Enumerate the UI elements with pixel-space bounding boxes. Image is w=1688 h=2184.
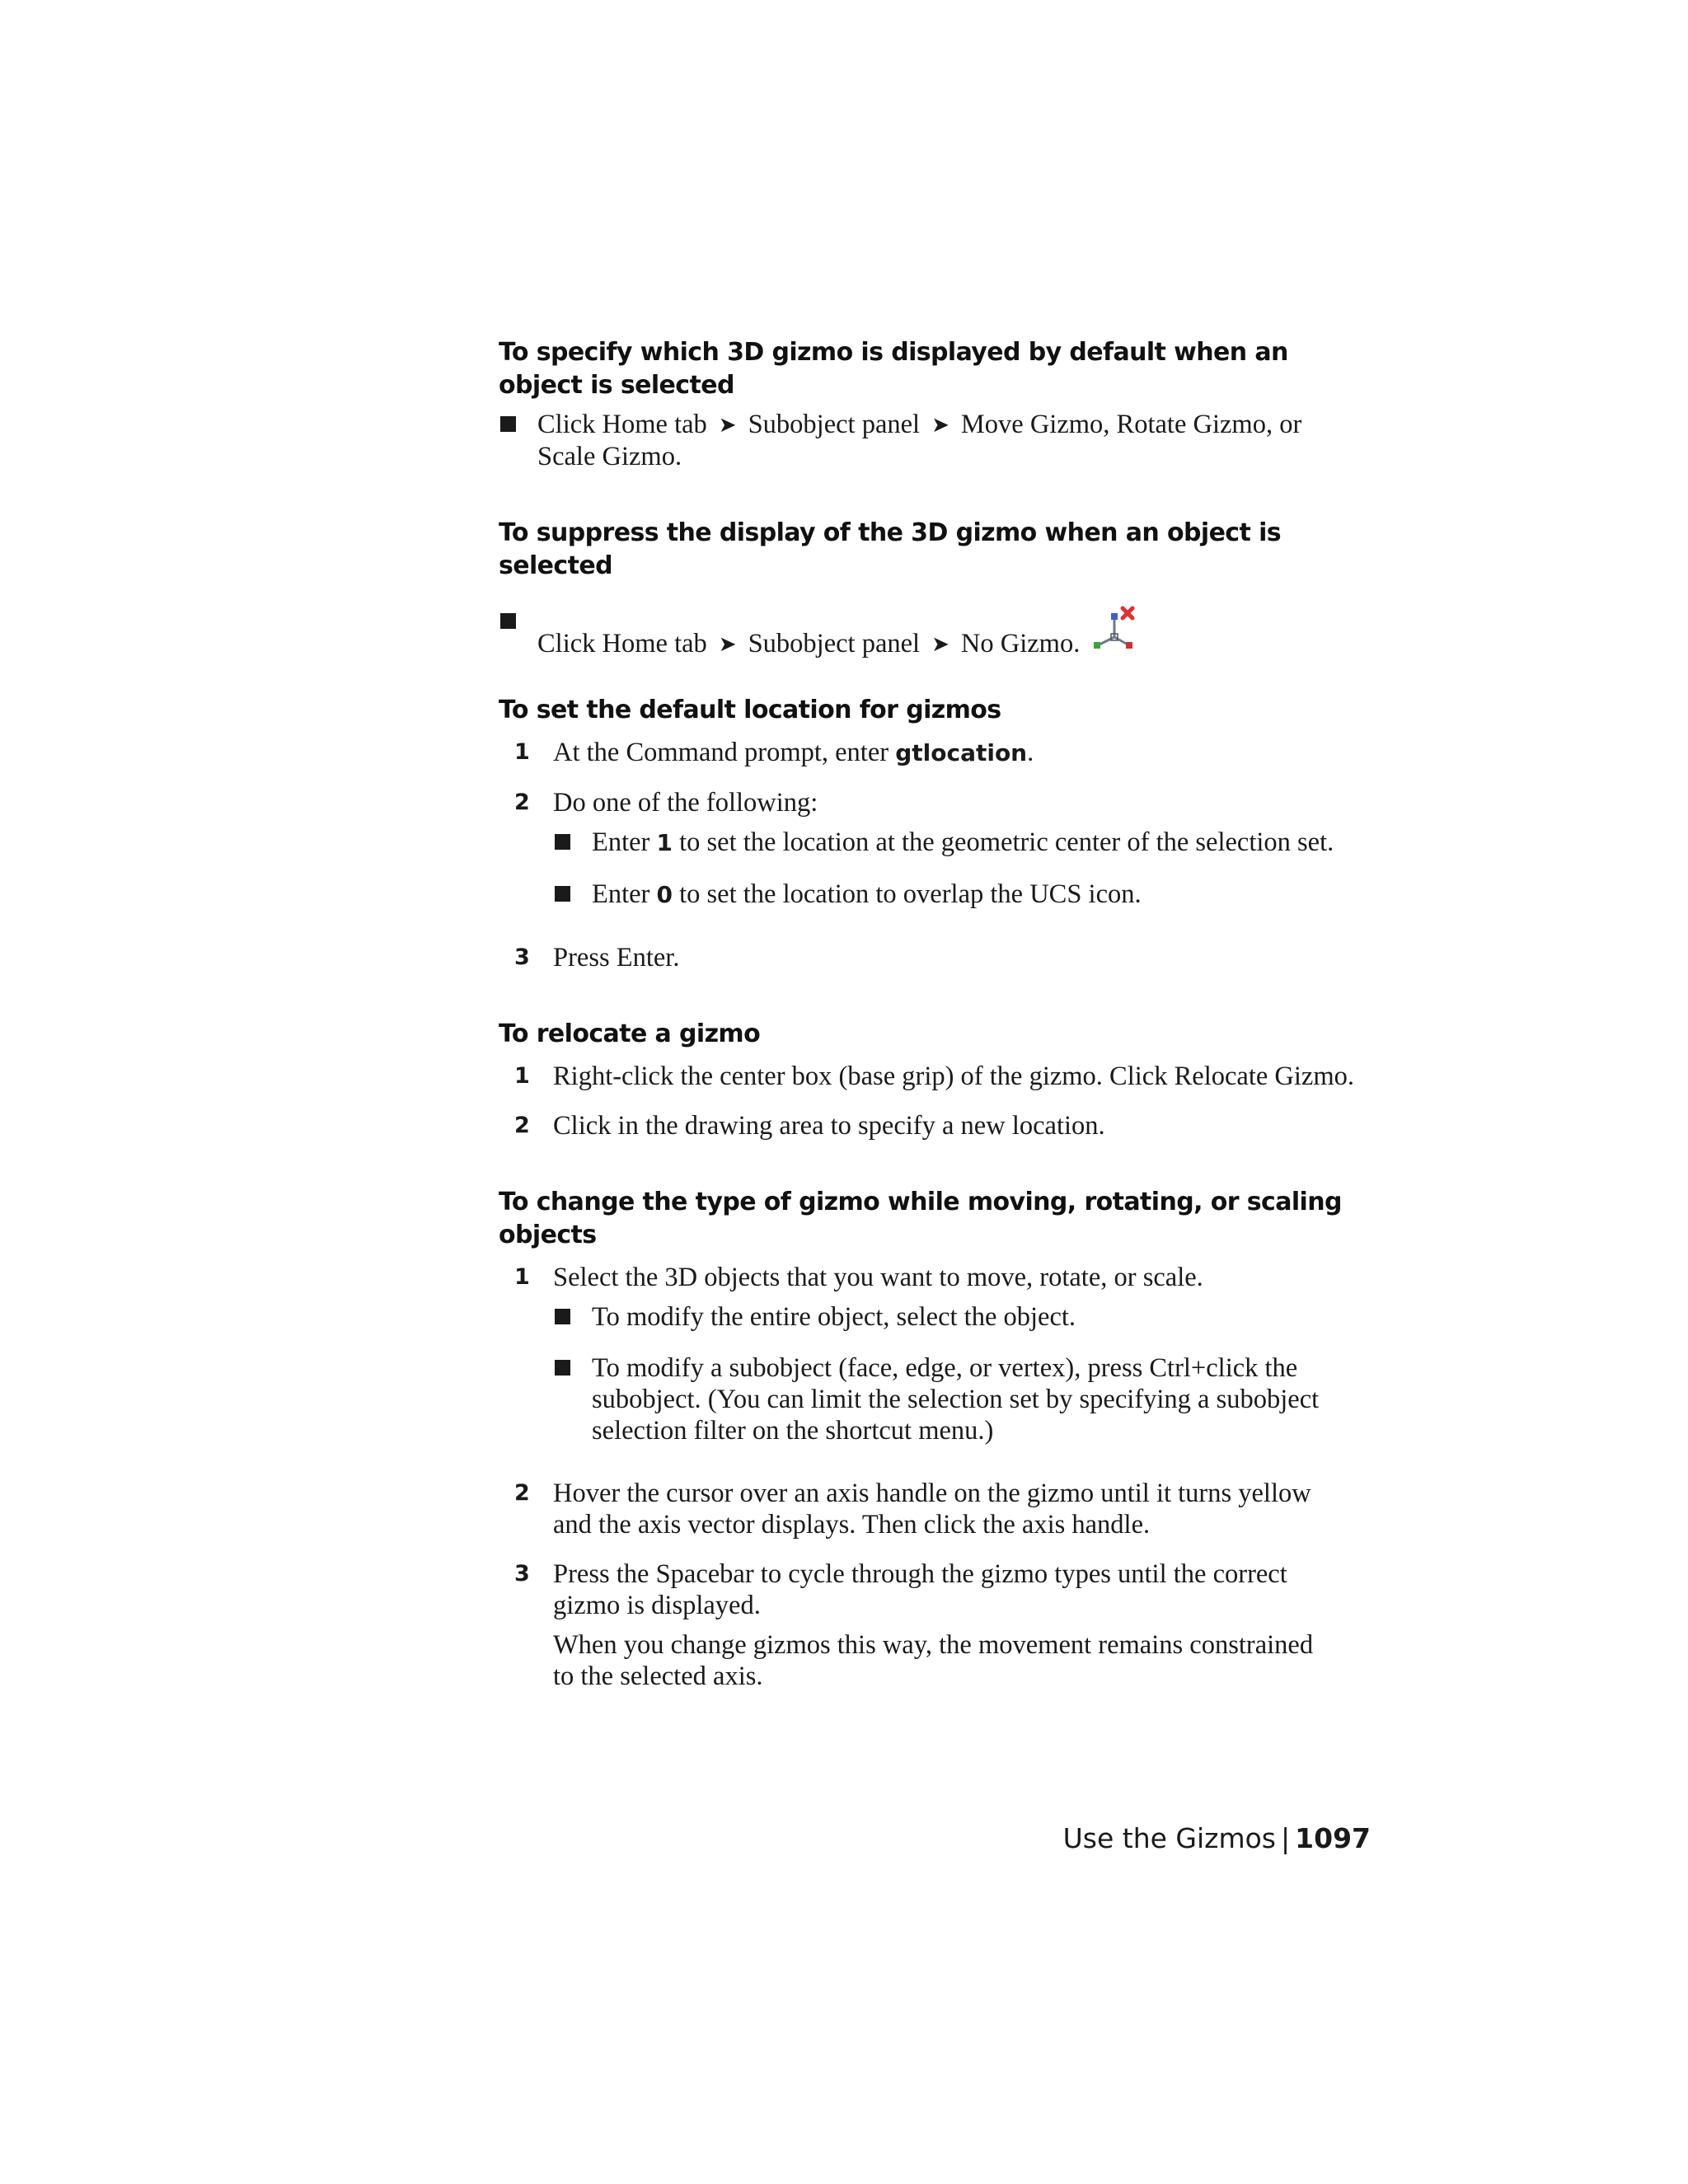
list-item: Enter 0 to set the location to overlap the UCS icon. — [553, 879, 1372, 911]
list-item: 1 Select the 3D objects that you want to move, rotate, or scale. To modify the entire object, select the object. To modify a subobject (face, edge, or vertex), press Ctrl+click the subobject. (You can limit the selection set by specifying a subobject selection filter on the shortcut menu.) — [499, 1262, 1372, 1446]
section-heading: To suppress the display of the 3D gizmo when an object is selected — [499, 518, 1282, 580]
list-item: Enter 1 to set the location at the geometric center of the selection set. — [553, 827, 1372, 859]
section-default-location — [499, 694, 1372, 973]
bullet-text: Click Home tab ➤ Subobject panel ➤ Move Gizmo, Rotate Gizmo, or — [537, 410, 1302, 439]
bullet-square — [555, 886, 570, 902]
no-gizmo-icon — [1091, 606, 1141, 663]
step-number: 3 — [514, 944, 530, 970]
bullet-square — [555, 1309, 570, 1324]
step-number: 2 — [514, 1480, 530, 1506]
section-heading: To set the default location for gizmos — [499, 696, 1001, 724]
step-number: 1 — [514, 1264, 530, 1290]
section-suppress-gizmo — [499, 517, 1372, 663]
page-content — [499, 336, 1372, 1692]
footer-separator: | — [1281, 1822, 1291, 1854]
menu-arrow-icon: ➤ — [718, 413, 737, 437]
bullet-square — [500, 613, 516, 629]
command-keyword: 0 — [656, 881, 673, 908]
page-footer — [1063, 1819, 1371, 1858]
section-heading: To relocate a gizmo — [499, 1019, 761, 1048]
list-item: 1 At the Command prompt, enter gtlocation. — [514, 738, 1034, 767]
menu-arrow-icon: ➤ — [931, 632, 950, 656]
step-number: 2 — [514, 790, 530, 815]
bullet-square — [555, 1360, 570, 1376]
bullet-square — [555, 834, 570, 850]
section-relocate-gizmo — [499, 1018, 1372, 1141]
bullet-text-line2: Scale Gizmo. — [537, 442, 682, 471]
page-number: 1097 — [1295, 1822, 1371, 1854]
step-number: 2 — [514, 1113, 530, 1138]
list-item: 2 Do one of the following: Enter 1 to set the location at the geometric center of the selection set. Enter 0 to set the location to overlap the UCS icon. — [499, 787, 1372, 911]
list-item: Click Home tab ➤ Subobject panel ➤ No Gizmo. — [499, 606, 1372, 663]
section-default-gizmo — [499, 336, 1372, 472]
step-note: When you change gizmos this way, the movement remains constrained to the selected axis. — [553, 1630, 1314, 1691]
step-number: 3 — [514, 1561, 530, 1586]
command-keyword: gtlocation — [895, 739, 1028, 766]
footer-title: Use the Gizmos — [1062, 1822, 1277, 1854]
command-keyword: 1 — [656, 829, 673, 856]
section-heading: To specify which 3D gizmo is displayed by default when an object is selected — [499, 338, 1288, 400]
list-item: 3 Press Enter. — [514, 943, 680, 972]
section-change-gizmo-type — [499, 1186, 1372, 1692]
step-number: 1 — [514, 1063, 530, 1089]
list-item: 2 Hover the cursor over an axis handle on the gizmo until it turns yellow and the axis vector displays. Then click the axis handle. — [514, 1479, 1311, 1540]
list-item: 1 Right-click the center box (base grip) of the gizmo. Click Relocate Gizmo. — [514, 1062, 1354, 1091]
step-number: 1 — [514, 739, 530, 765]
list-item: 3 Press the Spacebar to cycle through the gizmo types until the correct gizmo is displayed. When you change gizmos this way, the movement remains constrained to the selected axis. — [499, 1558, 1372, 1692]
list-item: To modify a subobject (face, edge, or vertex), press Ctrl+click the subobject. (You can limit the selection set by specifying a subobject selection filter on the shortcut menu.) — [553, 1352, 1372, 1446]
menu-arrow-icon: ➤ — [931, 413, 950, 437]
section-heading: To change the type of gizmo while moving, rotating, or scaling objects — [499, 1188, 1342, 1249]
bullet-square — [500, 416, 516, 432]
list-item: To modify the entire object, select the object. — [553, 1301, 1372, 1333]
list-item: 2 Click in the drawing area to specify a new location. — [514, 1111, 1105, 1141]
list-item — [499, 409, 1372, 472]
menu-arrow-icon: ➤ — [718, 632, 737, 656]
